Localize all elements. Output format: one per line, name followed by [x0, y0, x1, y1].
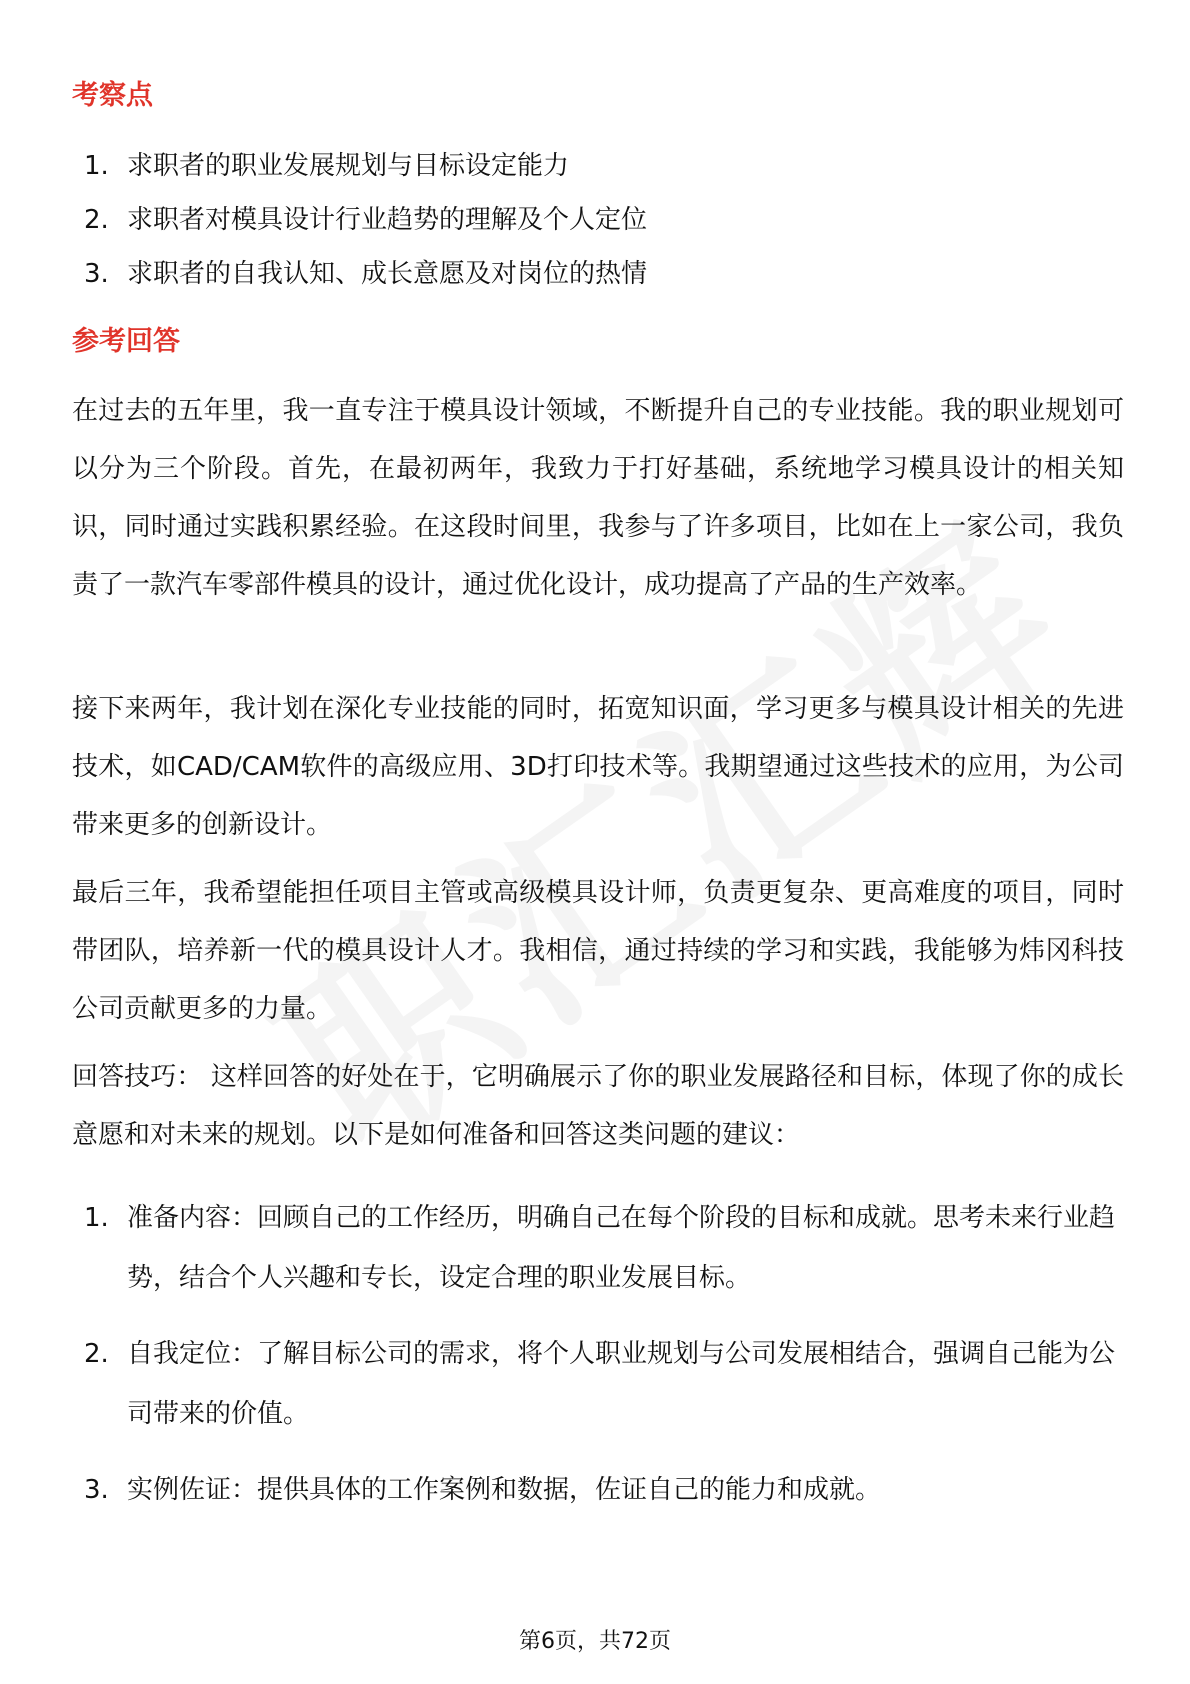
answer-paragraph: 接下来两年，我计划在深化专业技能的同时，拓宽知识面，学习更多与模具设计相关的先进技术，如CAD/CAM软件的高级应用、3D打印技术等。我期望通过这些技术的应用，为公司带来更多的创新设计。	[72, 694, 1124, 840]
list-item	[84, 136, 1124, 196]
list-item-number: 1.	[84, 1203, 109, 1233]
answer-paragraph: 在过去的五年里，我一直专注于模具设计领域，不断提升自己的专业技能。我的职业规划可以分为三个阶段。首先，在最初两年，我致力于打好基础，系统地学习模具设计的相关知识，同时通过实践积累经验。在这段时间里，我参与了许多项目，比如在上一家公司，我负责了一款汽车零部件模具的设计，通过优化设计，成功提高了产品的生产效率。	[72, 396, 1124, 600]
list-item-number: 2.	[84, 1339, 109, 1369]
list-item	[84, 1188, 1124, 1308]
list-item-text: 准备内容：回顾自己的工作经历，明确自己在每个阶段的目标和成就。思考未来行业趋势，结合个人兴趣和专长，设定合理的职业发展目标。	[127, 1203, 1116, 1293]
section-title-reference-answer: 参考回答	[72, 326, 180, 357]
list-item	[84, 1460, 1124, 1520]
list-item-text: 求职者的自我认知、成长意愿及对岗位的热情	[127, 259, 648, 289]
list-item-number: 3.	[84, 259, 109, 289]
section-title-focus-points: 考察点	[72, 80, 153, 111]
list-item-text: 实例佐证：提供具体的工作案例和数据，佐证自己的能力和成就。	[127, 1475, 882, 1505]
list-item	[84, 190, 1124, 250]
list-item	[84, 1324, 1124, 1444]
list-item-number: 1.	[84, 151, 109, 181]
list-item	[84, 244, 1124, 304]
list-item-text: 求职者对模具设计行业趋势的理解及个人定位	[127, 205, 648, 235]
list-item-text: 自我定位：了解目标公司的需求，将个人职业规划与公司发展相结合，强调自己能为公司带来的价值。	[127, 1339, 1116, 1429]
answer-tips-paragraph: 回答技巧： 这样回答的好处在于，它明确展示了你的职业发展路径和目标，体现了你的成长意愿和对未来的规划。以下是如何准备和回答这类问题的建议：	[72, 1062, 1124, 1150]
list-item-number: 2.	[84, 205, 109, 235]
list-item-number: 3.	[84, 1475, 109, 1505]
list-item-text: 求职者的职业发展规划与目标设定能力	[127, 151, 570, 181]
answer-paragraph: 最后三年，我希望能担任项目主管或高级模具设计师，负责更复杂、更高难度的项目，同时带团队，培养新一代的模具设计人才。我相信，通过持续的学习和实践，我能够为炜冈科技公司贡献更多的力量。	[72, 878, 1124, 1024]
page-number-footer: 第6页，共72页	[519, 1629, 671, 1654]
